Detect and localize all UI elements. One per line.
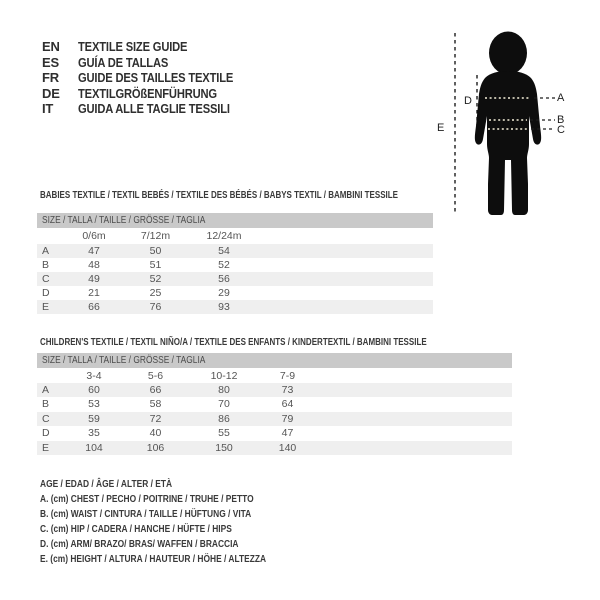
- lang-code: IT: [42, 101, 54, 116]
- cell: 106: [146, 442, 165, 454]
- babies-size-header-bar: SIZE / TALLA / TAILLE / GRÖSSE / TAGLIA: [37, 213, 433, 228]
- lang-label: GUÍA DE TALLAS: [78, 54, 169, 70]
- table-row: [37, 244, 433, 258]
- cell: 93: [218, 301, 230, 313]
- cell: 76: [149, 301, 162, 313]
- diagram-label-e: E: [437, 122, 445, 134]
- diagram-label-c: C: [557, 124, 565, 136]
- lang-row-fr: [42, 70, 258, 86]
- children-column-header-row: [37, 369, 512, 383]
- cell: 49: [88, 273, 100, 285]
- cell: 25: [149, 287, 162, 299]
- cell: 150: [215, 442, 233, 454]
- table-row: [37, 258, 433, 272]
- lang-row-es: [42, 55, 258, 71]
- cell: 80: [218, 384, 230, 396]
- cell: 140: [278, 442, 297, 454]
- column-header: 5-6: [147, 370, 164, 382]
- cell: 21: [88, 287, 100, 299]
- legend-line-c: C. (cm) HIP / CADERA / HANCHE / HÜFTE / HIPS: [40, 523, 232, 535]
- cell: 59: [88, 413, 100, 425]
- lang-row-it: [42, 101, 258, 117]
- lang-label: TEXTILGRÖßENFÜHRUNG: [78, 85, 217, 101]
- legend-line-b: B. (cm) WAIST / CINTURA / TAILLE / HÜFTUNG / VITA: [40, 508, 252, 520]
- cell: 47: [281, 427, 294, 439]
- lang-row-en: [42, 39, 258, 55]
- column-header: 7/12m: [140, 230, 171, 242]
- row-label: D: [42, 287, 50, 299]
- diagram-label-d: D: [464, 95, 472, 107]
- cell: 66: [149, 384, 162, 396]
- table-row: [37, 412, 512, 426]
- cell: 79: [281, 413, 294, 425]
- lang-row-de: [42, 86, 258, 102]
- row-label: B: [42, 259, 50, 271]
- cell: 55: [218, 427, 230, 439]
- cell: 48: [88, 259, 100, 271]
- babies-column-header-row: [37, 229, 433, 243]
- lang-label: GUIDA ALLE TAGLIE TESSILI: [78, 101, 230, 116]
- cell: 66: [88, 301, 100, 313]
- table-row: [37, 426, 512, 440]
- table-row: [37, 286, 433, 300]
- cell: 40: [149, 427, 162, 439]
- column-header: 10-12: [210, 370, 238, 382]
- cell: 60: [88, 384, 100, 396]
- table-row: [37, 300, 433, 314]
- cell: 51: [149, 259, 162, 271]
- cell: 29: [218, 287, 230, 299]
- row-label: A: [42, 245, 50, 257]
- row-label: C: [42, 413, 50, 425]
- cell: 64: [281, 398, 294, 410]
- cell: 47: [88, 245, 100, 257]
- table-row: [37, 383, 512, 397]
- table-row: [37, 397, 512, 411]
- diagram-label-b: B: [557, 114, 565, 126]
- column-header: 3-4: [86, 370, 102, 382]
- cell: 53: [88, 398, 100, 410]
- cell: 70: [218, 398, 230, 410]
- cell: 52: [149, 273, 162, 285]
- legend-age-line: AGE / EDAD / ÂGE / ALTER / ETÀ: [40, 478, 173, 490]
- legend-line-a: A. (cm) CHEST / PECHO / POITRINE / TRUHE / PETTO: [40, 493, 254, 505]
- cell: 56: [218, 273, 230, 285]
- column-header: 12/24m: [206, 230, 242, 242]
- table-row: [37, 441, 512, 455]
- lang-code: ES: [42, 54, 59, 70]
- cell: 104: [85, 442, 103, 454]
- babies-table-title: BABIES TEXTILE / TEXTIL BEBÉS / TEXTILE DES BÉBÉS / BABYS TEXTIL / BAMBINI TESSILE: [40, 190, 398, 201]
- lang-label: TEXTILE SIZE GUIDE: [78, 39, 188, 54]
- lang-code: EN: [42, 39, 60, 54]
- row-label: B: [42, 398, 50, 410]
- row-label: A: [42, 384, 50, 396]
- row-label: E: [42, 301, 50, 313]
- cell: 72: [149, 413, 162, 425]
- row-label: E: [42, 442, 50, 454]
- cell: 73: [281, 384, 294, 396]
- lang-code: DE: [42, 85, 60, 101]
- measurement-legend: [40, 477, 323, 567]
- language-list: [42, 39, 258, 117]
- children-table-title: CHILDREN'S TEXTILE / TEXTIL NIÑO/A / TEXTILE DES ENFANTS / KINDERTEXTIL / BAMBINI TESSILE: [40, 337, 427, 348]
- row-label: C: [42, 273, 50, 285]
- lang-label: GUIDE DES TAILLES TEXTILE: [78, 70, 234, 85]
- cell: 50: [149, 245, 162, 257]
- lang-code: FR: [42, 70, 59, 85]
- row-label: D: [42, 427, 50, 439]
- silhouette-head: [489, 32, 527, 75]
- cell: 86: [218, 413, 230, 425]
- legend-line-d: D. (cm) ARM/ BRAZO/ BRAS/ WAFFEN / BRACCIA: [40, 538, 239, 550]
- cell: 52: [218, 259, 230, 271]
- cell: 35: [88, 427, 100, 439]
- column-header: 7-9: [279, 370, 296, 382]
- cell: 58: [149, 398, 162, 410]
- children-size-header-bar: SIZE / TALLA / TAILLE / GRÖSSE / TAGLIA: [37, 353, 512, 368]
- table-row: [37, 272, 433, 286]
- column-header: 0/6m: [82, 230, 106, 242]
- diagram-label-a: A: [557, 92, 565, 104]
- cell: 54: [218, 245, 230, 257]
- legend-line-e: E. (cm) HEIGHT / ALTURA / HAUTEUR / HÖHE / ALTEZZA: [40, 553, 267, 565]
